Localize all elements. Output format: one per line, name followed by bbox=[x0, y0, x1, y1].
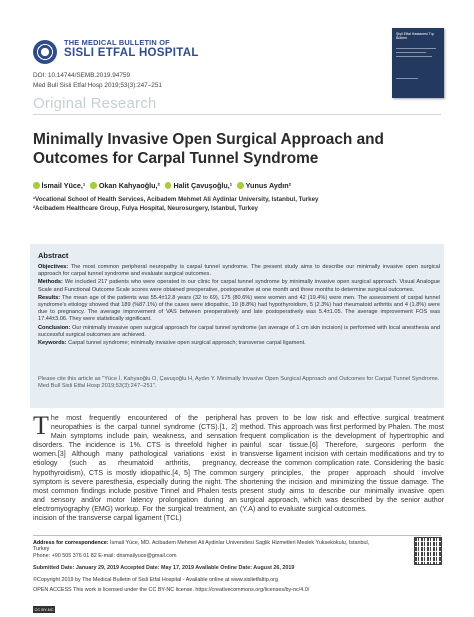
journal-name-small: THE MEDICAL BULLETIN OF bbox=[64, 38, 170, 47]
journal-name: SISLI ETFAL HOSPITAL bbox=[64, 47, 199, 59]
body-right-column bbox=[240, 414, 444, 514]
methods-label: Methods: bbox=[38, 279, 63, 286]
cover-line bbox=[396, 78, 418, 79]
orcid-icon[interactable] bbox=[237, 182, 244, 189]
conclusion-label: Conclusion: bbox=[38, 324, 71, 331]
body-left-column bbox=[33, 411, 237, 523]
keywords-label: Keywords: bbox=[38, 340, 67, 347]
body-right-text: has proven to be low risk and effective surgical treatment method. This approach was first performed by Phalen. The most frequent complication is the development of hypertrophic and painful scar tissue.[6] Therefore, surgeons perform the transverse ligament incision with certain modifications and try to decrease the common complication rate. Considering the basic surgery principles, the proper approach should involve shortening the incision and minimizing the tissue damage. The present study aims to describe our minimally invasive open surgical approach, which was described by the senior author (Y.A) and to evaluate surgical outcomes. bbox=[240, 414, 444, 513]
section-divider bbox=[33, 114, 441, 115]
journal-cover-image bbox=[392, 28, 444, 98]
keywords-text: Carpal tunnel syndrome; minimally invasive open surgical approach; transverse carpal ligament. bbox=[68, 340, 306, 347]
affiliation: ¹Vocational School of Health Services, Acibadem Mehmet Ali Aydinlar University, Istanbul, Turkey bbox=[33, 196, 319, 203]
correspondence-label: Address for correspondence: bbox=[33, 540, 109, 546]
affiliation: ²Acibadem Healthcare Group, Fulya Hospital, Neurosurgery, Istanbul, Turkey bbox=[33, 205, 258, 212]
qr-code-pattern bbox=[415, 538, 441, 564]
drop-cap: T bbox=[33, 411, 49, 440]
copyright: ©Copyright 2019 by The Medical Bulletin of Sisli Etfal Hospital - Available online at www.sislietfaltip.org bbox=[33, 577, 278, 583]
doi[interactable]: DOI: 10.14744/SEMB.2019.94759 bbox=[33, 72, 130, 79]
author[interactable]: Halit Çavuşoğlu,¹ bbox=[165, 181, 232, 190]
cover-line bbox=[396, 56, 432, 57]
submission-dates: Submitted Date: January 29, 2019 Accepted Date: May 17, 2019 Available Online Date: August 26, 2019 bbox=[33, 565, 295, 571]
results-text: The mean age of the patients was 55.4±12.8 years (32 to 69), 175 (80.6%) were women and 42 (19.4%) were men. The assessment of carpal tunnel syndrome's etiology showed that 189 (%87.1%) of the cases were idiopathic, 19 (8.8%) had hypothyroidism, 5 (2.3%) had rheumatoid arthritis and 4 (1.8%) were due to pregnancy. The average improvement of VAS between preoperatively and late postoperatively was 5.4±1.05. The average improvement FOS was 17.44±3.06. They were statistically significant. bbox=[38, 294, 440, 323]
methods-text: We included 217 patients who were operated in our clinic for carpal tunnel syndrome by minimally invasive open surgical approach. Visual Analogue Scale and Functional Outcome Scale scores were obtained preoperative, postoperative at one month and three months to determine surgical outcomes. bbox=[38, 279, 440, 293]
cover-line bbox=[396, 52, 426, 53]
footer-divider bbox=[33, 535, 441, 536]
correspondence bbox=[33, 540, 378, 553]
results-label: Results: bbox=[38, 294, 61, 301]
cover-title: Şişli Etfal Hastanesi Tıp Bülteni bbox=[396, 32, 434, 41]
objectives-text: The most common peripheral neuropathy is carpal tunnel syndrome. The present study aims to describe our minimally invasive open surgical approach for carpal tunnel syndrome and evaluate surgical outcomes. bbox=[38, 264, 441, 278]
orcid-icon[interactable] bbox=[33, 182, 40, 189]
correspondence-address: İsmail Yüce, MD. Acibadem Mehmet Ali Aydinlar Universitesi Saglik Hizmetleri Meslek Yuksekokulu, Istanbul, Turkey bbox=[33, 540, 370, 553]
author[interactable]: İsmail Yüce,¹ bbox=[33, 181, 85, 190]
conclusion-text: Our minimally invasive open surgical approach for carpal tunnel syndrome (an average of 1 cm skin incision) is performed with local anesthesia and successful surgical outcomes are achieved. bbox=[38, 324, 441, 338]
contact-info[interactable]: Phone: +90 505 376 01 82 E-mail: drismailyuce@gmail.com bbox=[33, 553, 177, 559]
cc-license-badge: CC BY-NC bbox=[34, 607, 54, 612]
journal-citation: Med Bull Sisli Etfal Hosp 2019;53(3):247–251 bbox=[33, 82, 162, 89]
article-title: Minimally Invasive Open Surgical Approach and Outcomes for Carpal Tunnel Syndrome bbox=[33, 131, 384, 167]
journal-logo bbox=[33, 40, 57, 64]
abstract-heading: Abstract bbox=[38, 251, 69, 260]
body-left-text: he most frequently encountered of the peripheral neuropathies is the carpal tunnel syndrome (CTS).[1, 2] Main symptoms include pain, weakness, and sensation disorders. The incidence is 1%. CTS is threefold higher in women.[3] Although many pathological variations exist in etiology (such as rheumatoid arthritis, pregnancy, hypothyroidism), CTS is mostly idiopathic.[4, 5] The common symptom is severe paresthesia, especially during the night. The most common findings include positive Tinnel and Phalen tests and sensory and/or motor latency prolongation during an electromyography (EMG) workup. For the surgical treatment, an incision of the transverse carpal ligament (TCL) bbox=[33, 414, 237, 523]
abstract-text bbox=[38, 264, 440, 348]
section-label: Original Research bbox=[33, 95, 157, 112]
cover-line bbox=[396, 48, 436, 49]
orcid-icon[interactable] bbox=[165, 182, 172, 189]
author[interactable]: Yunus Aydın² bbox=[237, 181, 291, 190]
author-list bbox=[33, 181, 453, 190]
author[interactable]: Okan Kahyaoğlu,² bbox=[90, 181, 160, 190]
please-cite: Please cite this article as "Yüce İ, Kahyaoğlu O, Çavuşoğlu H, Aydın Y. Minimally Invasive Open Surgical Approach and Outcomes for Carpal Tunnel Syndrome. Med Bull Sisli Etfal Hosp 2019;53(3):247–251". bbox=[38, 376, 440, 390]
objectives-label: Objectives: bbox=[38, 264, 69, 270]
open-access-license[interactable]: OPEN ACCESS This work is licensed under the CC BY-NC license. https://creativecommons.org/licenses/by-nc/4.0/ bbox=[33, 587, 310, 593]
orcid-icon[interactable] bbox=[90, 182, 97, 189]
